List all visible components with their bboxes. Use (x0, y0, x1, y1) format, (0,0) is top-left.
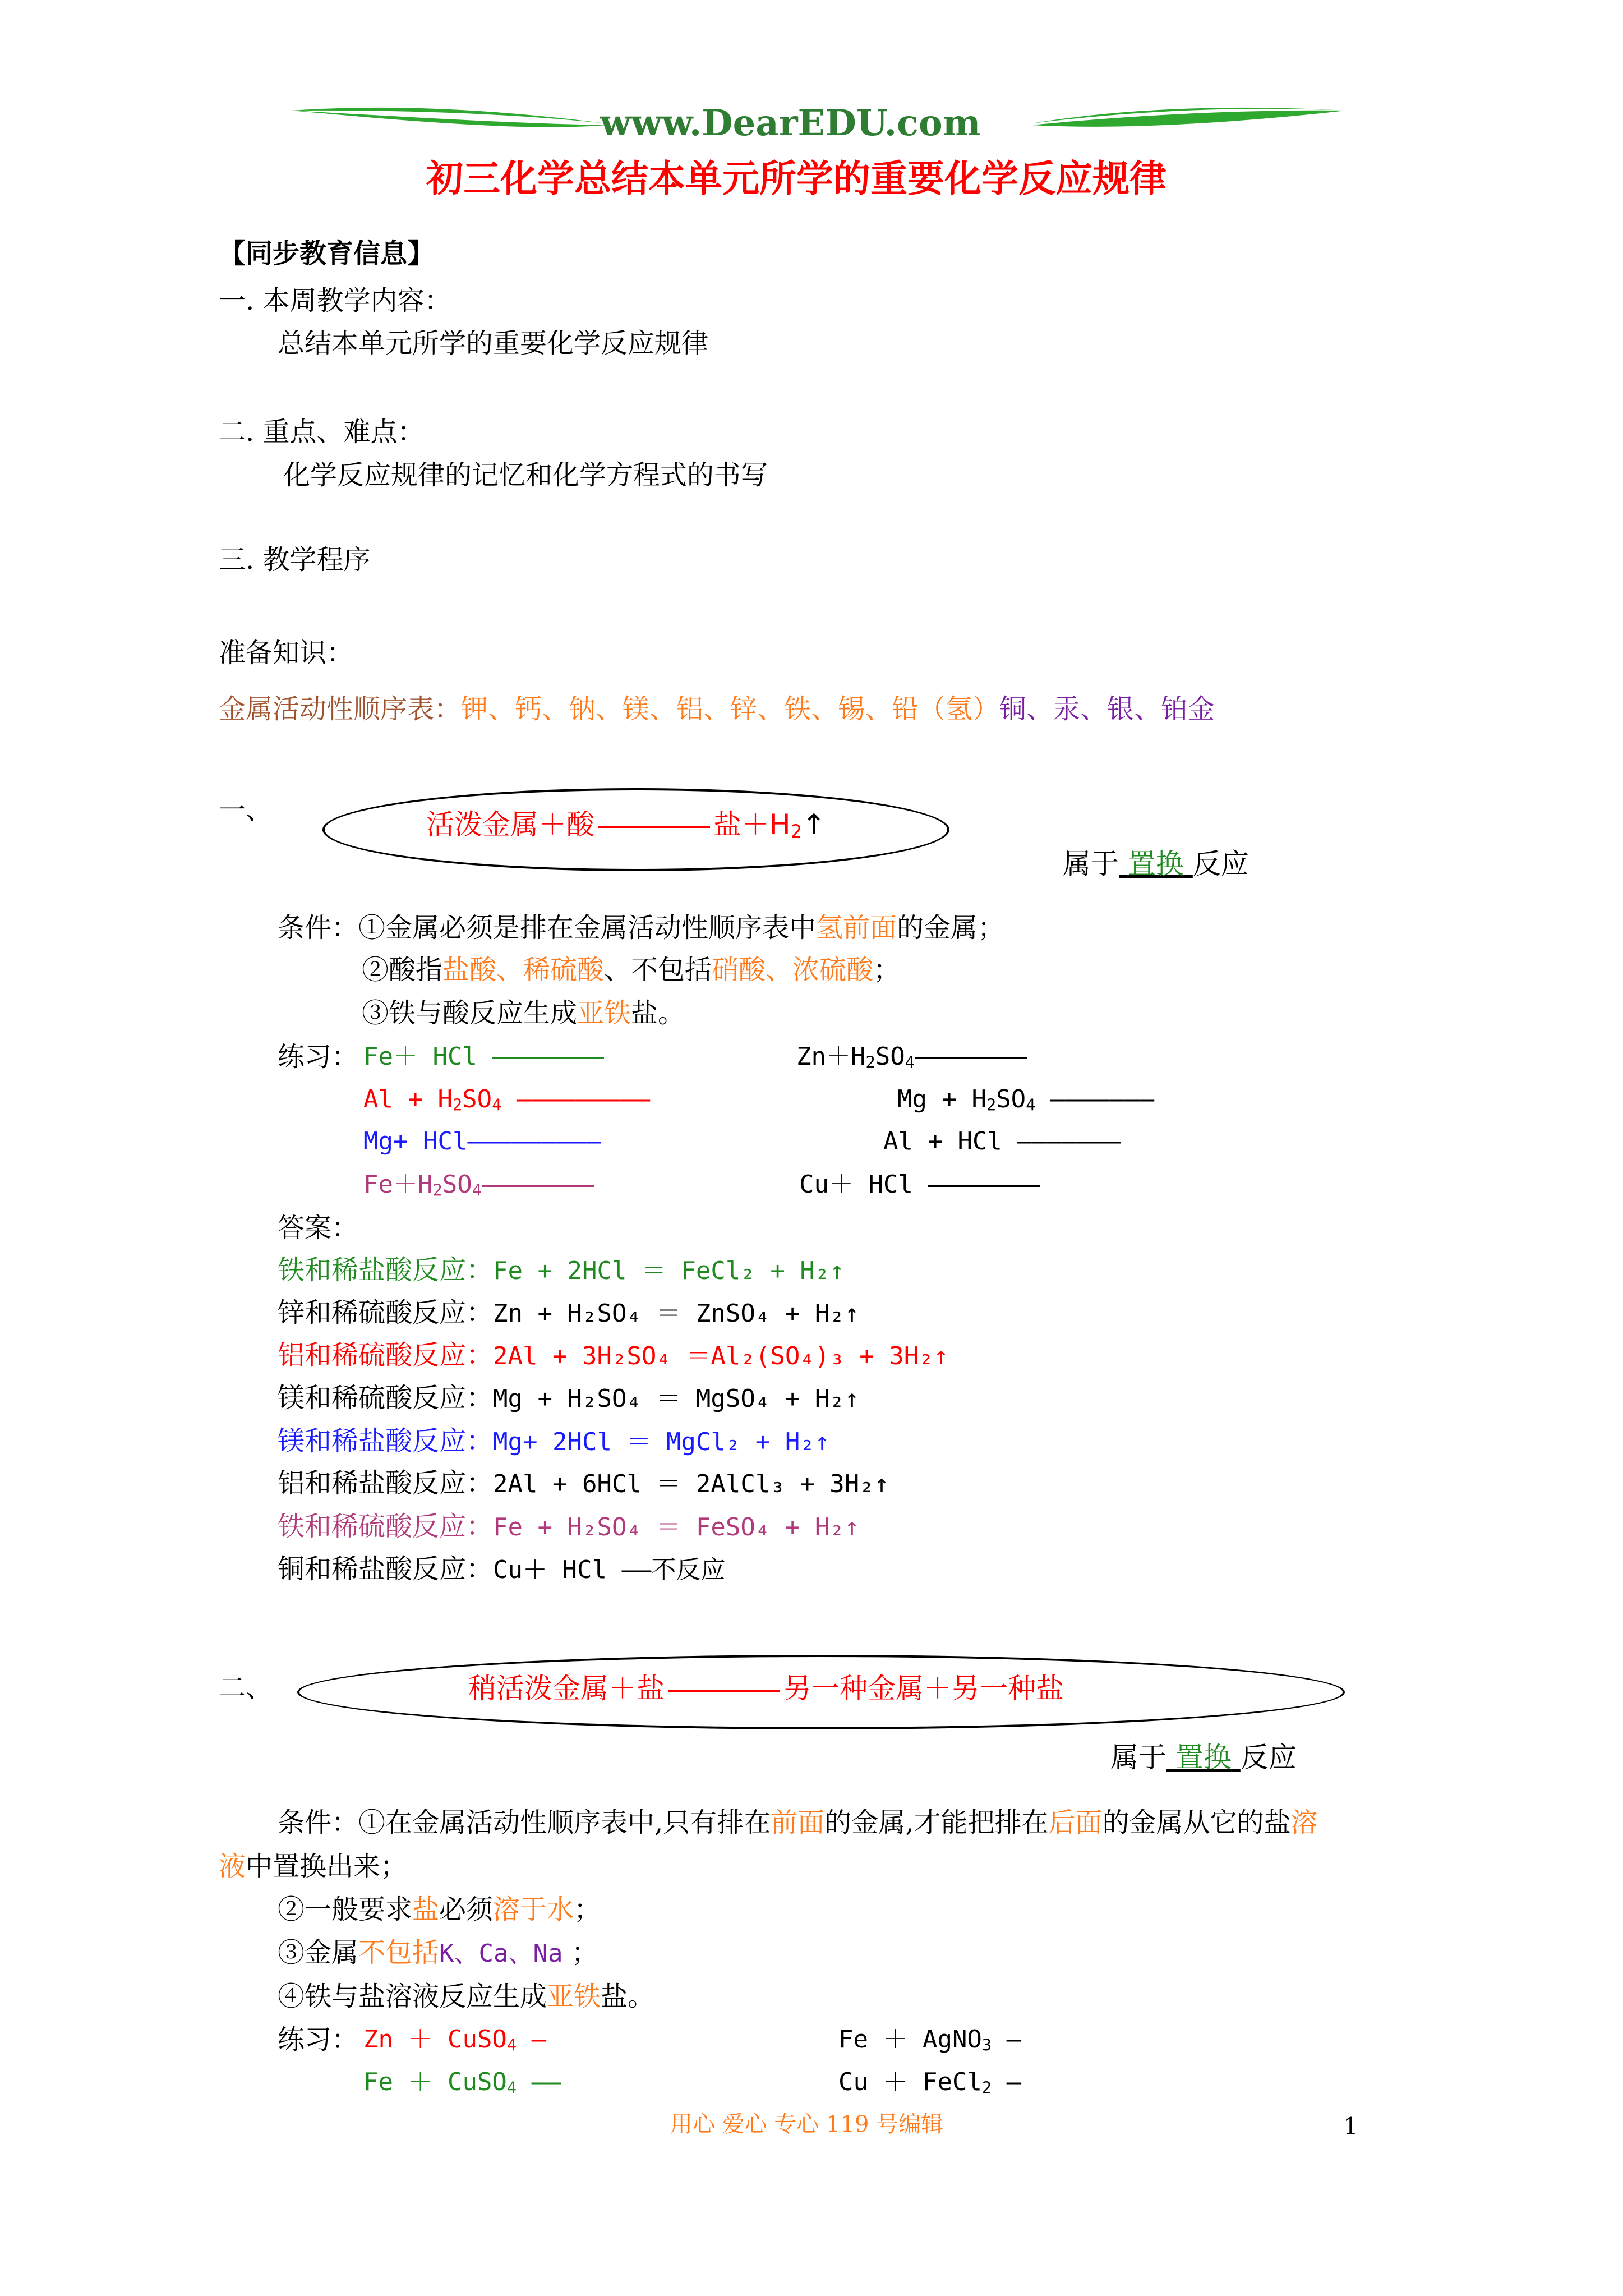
part1-belongs-pre: 属于 (1063, 848, 1119, 880)
site-banner: www.DearEDU.com (600, 102, 981, 144)
section-2-text: 化学反应规律的记忆和化学方程式的书写 (283, 459, 768, 491)
part1-belongs-post: 反应 (1192, 848, 1249, 880)
part1-condition-1: 条件：①金属必须是排在金属活动性顺序表中氢前面的金属； (278, 912, 1005, 944)
part2-condition-4: ④铁与盐溶液反应生成亚铁盐。 (278, 1981, 655, 2012)
footer-text: 用心 爱心 专心 119 号编辑 (670, 2111, 944, 2137)
answer-row: 铝和稀盐酸反应：2Al + 6HCl ＝ 2AlCl₃ + 3H₂↑ (278, 1467, 889, 1499)
answer-label: 答案： (278, 1212, 359, 1244)
answer-row: 镁和稀硫酸反应：Mg + H₂SO₄ ＝ MgSO₄ + H₂↑ (278, 1382, 860, 1414)
part1-number: 一、 (219, 794, 273, 826)
practice-fe-h2so4: $Fe+H_2SO_4$ (363, 1172, 594, 1198)
part2-reaction-type: 属于 置换 反应 (1110, 1741, 1297, 1774)
answer-row: 镁和稀盐酸反应：Mg+ 2HCl ＝ MgCl₂ + H₂↑ (278, 1425, 830, 1457)
practice-zn-h2so4: $Zn+H_2SO_4$ (796, 1045, 1027, 1070)
part2-condition-2: ②一般要求盐必须溶于水； (278, 1894, 601, 1925)
up-arrow-icon: ↑ (802, 808, 826, 841)
practice-mg-h2so4: $Mg + H_2SO_4$ ——————— (897, 1085, 1155, 1115)
answer-row: 铁和稀盐酸反应：Fe + 2HCl ＝ FeCl₂ + H₂↑ (278, 1254, 845, 1286)
part2-condition-1: 条件：①在金属活动性顺序表中,只有排在前面的金属,才能把排在后面的金属从它的盐溶 (278, 1807, 1318, 1838)
part1-rule-line (598, 826, 710, 828)
answer-row: 铝和稀硫酸反应：2Al + 3H₂SO₄ ＝Al₂(SO₄)₃ + 3H₂↑ (278, 1340, 949, 1371)
part1-condition-2: ②酸指盐酸、稀硫酸、不包括硝酸、浓硫酸； (362, 954, 901, 986)
practice-fe-cuso4: Fe ＋ CuSO$_4$ —— (363, 2068, 561, 2097)
practice-cu-fecl2: Cu ＋ FeCl$_2$ — (838, 2068, 1022, 2097)
part1-practice-label: 练习： (278, 1041, 359, 1073)
part1-condition-3: ③铁与酸反应生成亚铁盐。 (362, 997, 685, 1029)
part2-number: 二、 (219, 1672, 273, 1704)
answer-row: 锌和稀硫酸反应：Zn + H₂SO₄ ＝ ZnSO₄ + H₂↑ (278, 1297, 860, 1328)
part1-rule-left: 活泼金属＋酸 (426, 808, 594, 841)
part2-rule-text (468, 1674, 1064, 1703)
answer-row: 铜和稀盐酸反应：Cu＋ HCl ——不反应 (278, 1553, 726, 1585)
activity-series-a: 钾、钙、钠、镁、铝、锌、铁、锡、铅（氢） (461, 693, 1000, 725)
part1-rule-right: 盐＋H (713, 808, 791, 841)
practice-mg-hcl: Mg+ HCl————————— (363, 1127, 601, 1156)
practice-fe-agno3: Fe ＋ AgNO$_3$ — (838, 2025, 1022, 2055)
part2-condition-3: ③金属不包括K、Ca、Na ； (278, 1937, 598, 1968)
activity-series-label: 金属活动性顺序表： (219, 693, 462, 725)
page-number: 1 (1343, 2113, 1358, 2140)
practice-cu-hcl: Cu＋ HCl (799, 1172, 1040, 1197)
section-3-label: 三. 教学程序 (219, 544, 371, 576)
part2-condition-1-cont: 液中置换出来； (219, 1851, 408, 1882)
practice-fe-hcl: Fe＋ HCl (363, 1045, 604, 1069)
part2-rule-left: 稍活泼金属＋盐 (468, 1672, 665, 1705)
part2-rule-right: 另一种金属＋另一种盐 (783, 1672, 1064, 1705)
prep-label: 准备知识： (219, 637, 354, 669)
activity-series (219, 693, 1215, 725)
part2-rule-line (668, 1690, 780, 1692)
section-1-label: 一. 本周教学内容： (219, 285, 451, 316)
section-1-text: 总结本单元所学的重要化学反应规律 (278, 328, 709, 359)
activity-series-b: 铜、汞、银、铂金 (999, 693, 1215, 725)
part1-rule-text (426, 808, 826, 843)
answer-row: 铁和稀硫酸反应：Fe + H₂SO₄ ＝ FeSO₄ + H₂↑ (278, 1511, 860, 1542)
part1-reaction-type (1063, 850, 1249, 878)
practice-zn-cuso4: Zn ＋ CuSO$_4$ — (363, 2025, 547, 2055)
info-heading: 【同步教育信息】 (219, 238, 435, 269)
part1-rule-sub: 2 (790, 821, 803, 843)
section-2-label: 二. 重点、难点： (219, 416, 425, 448)
page-title: 初三化学总结本单元所学的重要化学反应规律 (426, 157, 1166, 200)
practice-al-hcl: Al + HCl ——————— (883, 1127, 1121, 1156)
part2-practice-label: 练习： (278, 2024, 359, 2055)
practice-al-h2so4: $Al + H_2SO_4$ ————————— (363, 1085, 651, 1115)
part1-belongs-word: 置换 (1127, 848, 1184, 880)
